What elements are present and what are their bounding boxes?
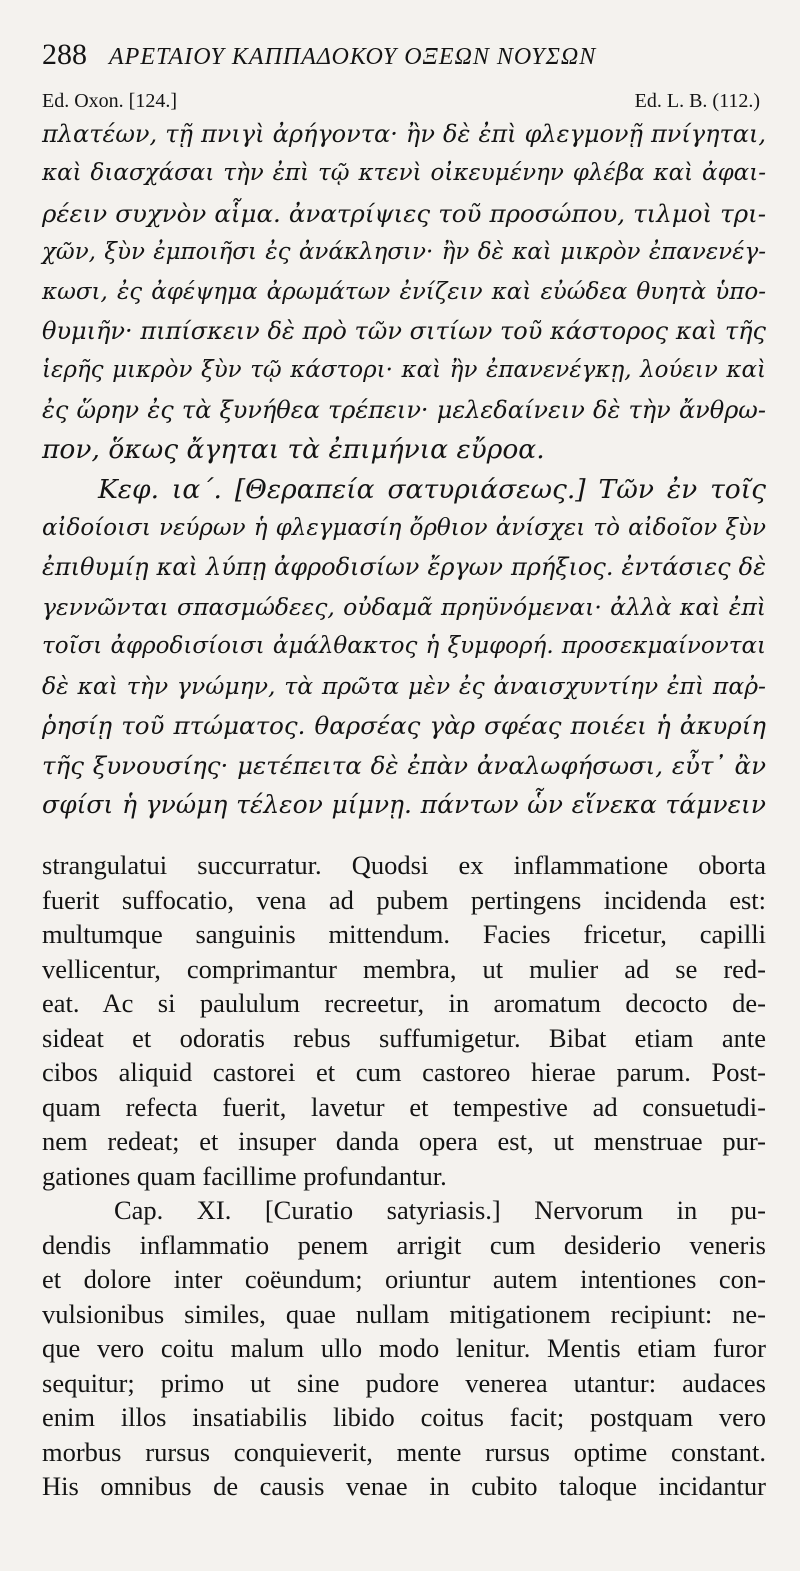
latin-line: sideat et odoratis rebus suffumigetur. Bibat etiam ante (42, 1022, 766, 1053)
greek-text-block (42, 115, 766, 824)
greek-line: ρέειν συχνὸν αἷμα. ἀνατρίψιες τοῦ προσώπου, τιλμοὶ τρι- (42, 198, 766, 228)
greek-line: τοῖσι ἀφροδισίοισι ἀμάλθακτος ἡ ξυμφορή. προσεκμαίνονται (42, 633, 766, 660)
latin-text-block (42, 848, 766, 1504)
greek-line: κωσι, ἐς ἀφέψημα ἀρωμάτων ἐνίζειν καὶ εὐώδεα θυητὰ ὑπο- (42, 278, 766, 305)
latin-line: et dolore inter coëundum; oriuntur autem intentiones con- (42, 1264, 766, 1295)
latin-line: quam refecta fuerit, lavetur et tempestive ad consuetudi- (42, 1091, 766, 1122)
greek-line: σφίσι ἡ γνώμη τέλεον μίμνῃ. πάντων ὧν εἵνεκα τάμνειν (42, 789, 766, 819)
latin-line: que vero coitu malum ullo modo lenitur. Mentis etiam furor (42, 1333, 766, 1364)
running-title: ΑΡΕΤΑΙΟΥ ΚΑΠΠΑΔΟΚΟΥ ΟΞΕΩΝ ΝΟΥΣΩΝ (109, 44, 597, 70)
latin-line: vulsionibus similes, quae nullam mitigationem recipiunt: ne- (42, 1298, 766, 1329)
latin-line: sequitur; primo ut sine pudore venerea utantur: audaces (42, 1367, 766, 1398)
greek-line: τῆς ξυνουσίης· μετέπειτα δὲ ἐπὰν ἀναλωφήσωσι, εὖτ᾽ ἂν (42, 750, 766, 780)
greek-line: ἱερῆς μικρὸν ξὺν τῷ κάστορι· καὶ ἢν ἐπανενέγκῃ, λούειν καὶ (42, 357, 766, 384)
greek-line: ἐς ὥρην ἐς τὰ ξυνήθεα τρέπειν· μελεδαίνειν δὲ τὴν ἄνθρω- (42, 395, 766, 424)
greek-line: χῶν, ξὺν ἐμποιῆσι ἐς ἀνάκλησιν· ἢν δὲ καὶ μικρὸν ἐπανενέγ- (42, 239, 766, 266)
latin-line: dendis inflammatio penem arrigit cum desiderio veneris (42, 1229, 766, 1260)
latin-line: multumque sanguinis mittendum. Facies fricetur, capilli (42, 919, 766, 950)
greek-line: ῥησίῃ τοῦ πτώματος. θαρσέας γὰρ σφέας ποιέει ἡ ἀκυρίη (42, 711, 766, 741)
page-number: 288 (42, 38, 87, 71)
latin-line: morbus rursus conquieverit, mente rursus optime constant. (42, 1436, 766, 1467)
greek-line: θυμιῆν· πιπίσκειν δὲ πρὸ τῶν σιτίων τοῦ κάστορος καὶ τῆς (42, 317, 766, 346)
edition-right: Ed. L. B. (112.) (634, 90, 760, 112)
greek-line: γεννῶνται σπασμώδεες, οὐδαμᾶ πρηϋνόμεναι· ἀλλὰ καὶ ἐπὶ (42, 592, 766, 621)
latin-chapter-heading-line: Cap. XI. [Curatio satyriasis.] Nervorum in pu- (114, 1195, 766, 1226)
latin-line: enim illos insatiabilis libido coitus facit; postquam vero (42, 1402, 766, 1433)
latin-line: fuerit suffocatio, vena ad pubem pertingens incidenda est: (42, 884, 766, 915)
latin-line: strangulatui succurratur. Quodsi ex inflammatione oborta (42, 850, 766, 881)
greek-line: πον, ὅκως ἄγηται τὰ ἐπιμήνια εὔροα. (42, 434, 545, 466)
latin-line: His omnibus de causis venae in cubito taloque incidantur (42, 1471, 766, 1502)
latin-line: nem redeat; et insuper danda opera est, ut menstruae pur- (42, 1126, 766, 1157)
latin-line: cibos aliquid castorei et cum castoreo hierae parum. Post- (42, 1057, 766, 1088)
page-header (42, 38, 766, 84)
edition-references (42, 90, 766, 113)
latin-line: vellicentur, comprimantur membra, ut mulier ad se red- (42, 953, 766, 984)
latin-line: eat. Ac si paululum recreetur, in aromatum decocto de- (42, 988, 766, 1019)
greek-line: αἰδοίοισι νεύρων ἡ φλεγμασίη ὄρθιον ἀνίσχει τὸ αἰδοῖον ξὺν (42, 515, 766, 542)
greek-chapter-heading-line: Κεφ. ια΄. [Θεραπεία σατυριάσεως.] Τῶν ἐν τοῖς (98, 473, 766, 505)
edition-left: Ed. Oxon. [124.] (42, 90, 177, 112)
greek-line: πλατέων, τῇ πνιγὶ ἀρήγοντα· ἢν δὲ ἐπὶ φλεγμονῇ πνίγηται, (42, 120, 766, 148)
latin-line: gationes quam facillime profundantur. (42, 1160, 447, 1191)
greek-line: καὶ διασχάσαι τὴν ἐπὶ τῷ κτενὶ οἰκευμένην φλέβα καὶ ἀφαι- (42, 160, 766, 187)
greek-line: ἐπιθυμίῃ καὶ λύπῃ ἀφροδισίων ἔργων πρήξιος. ἐντάσιες δὲ (42, 553, 766, 582)
greek-line: δὲ καὶ τὴν γνώμην, τὰ πρῶτα μὲν ἐς ἀναισχυντίην ἐπὶ παῤ- (42, 671, 766, 700)
